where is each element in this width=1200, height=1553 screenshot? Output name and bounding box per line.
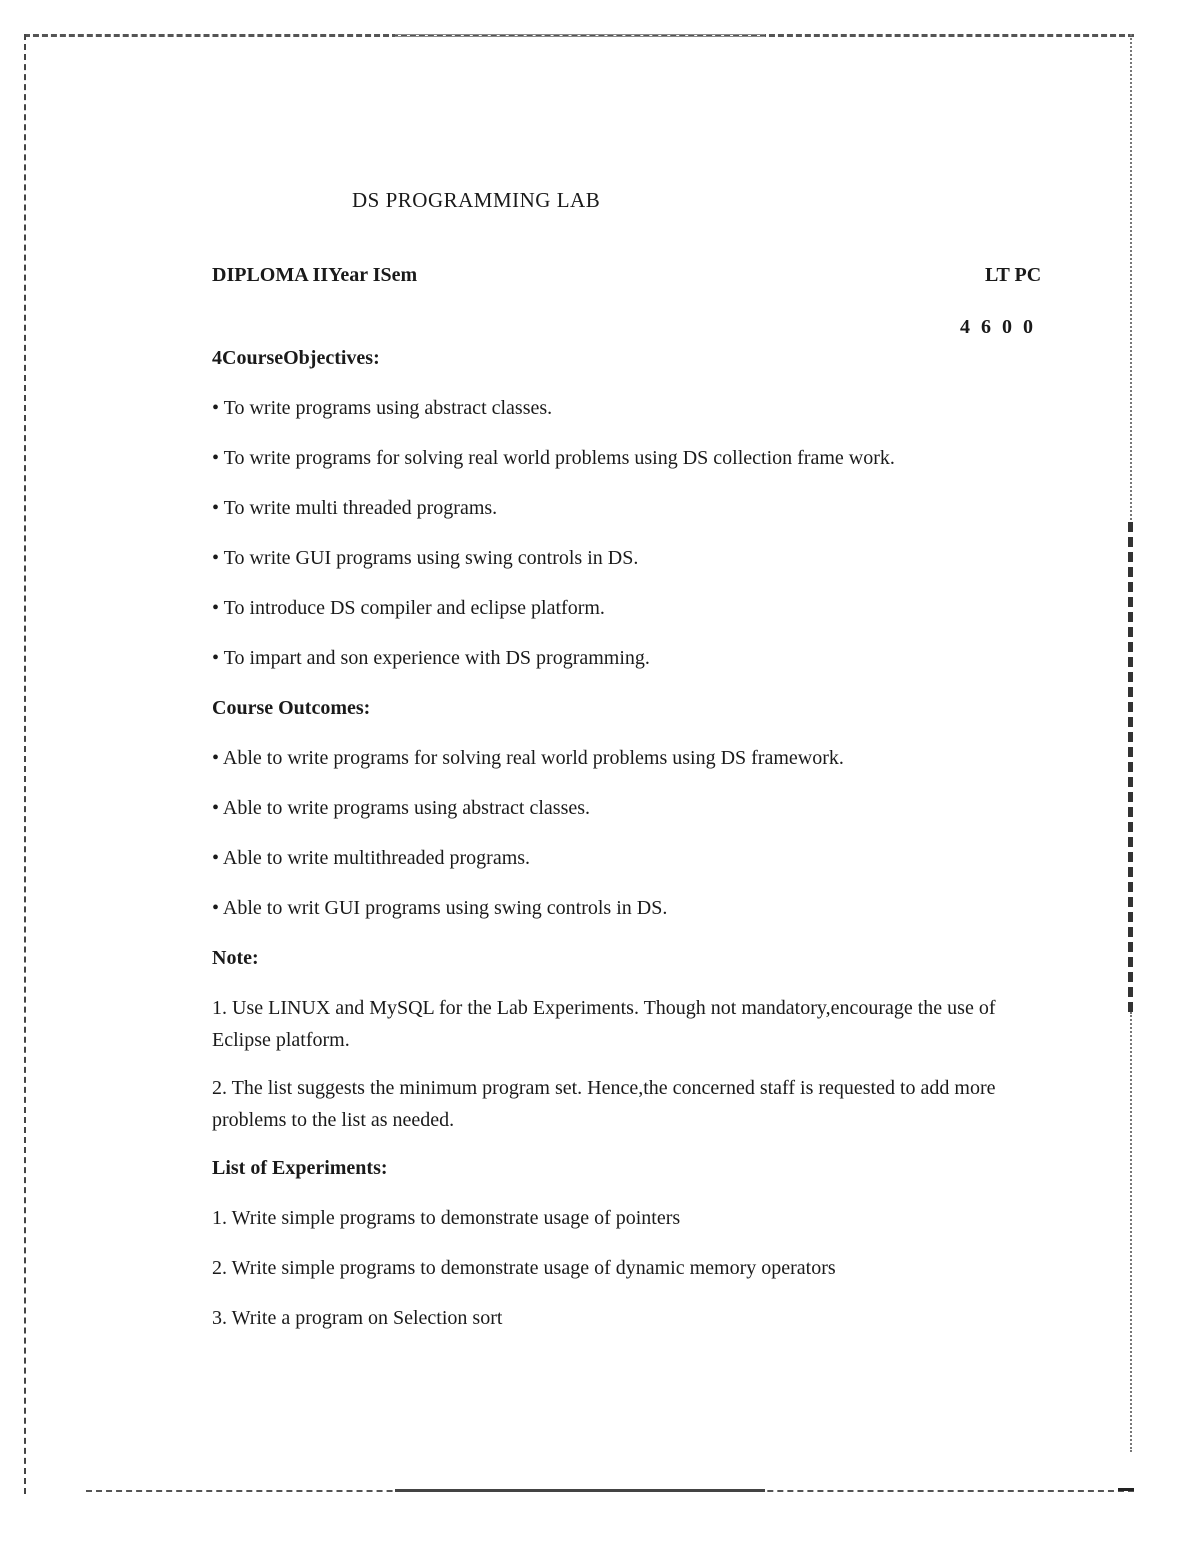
note-heading: Note:	[212, 947, 259, 969]
experiment-item: 1. Write simple programs to demonstrate usage of pointers	[212, 1207, 681, 1229]
experiment-item: 2. Write simple programs to demonstrate usage of dynamic memory operators	[212, 1257, 836, 1279]
objective-item: • To write programs using abstract classes.	[212, 397, 553, 419]
document-title: DS PROGRAMMING LAB	[352, 188, 601, 212]
outcome-item: • Able to writ GUI programs using swing controls in DS.	[212, 897, 668, 919]
experiment-item: 3. Write a program on Selection sort	[212, 1307, 503, 1329]
page-border-left	[24, 34, 26, 1494]
ltpc-label: LT PC	[985, 264, 1042, 286]
page-border-right-middle	[1128, 522, 1133, 1012]
objectives-heading: 4CourseObjectives:	[212, 347, 380, 369]
outcome-item: • Able to write programs using abstract classes.	[212, 797, 591, 819]
outcome-item: • Able to write programs for solving real world problems using DS framework.	[212, 747, 844, 769]
page-border-corner-mark	[1118, 1488, 1134, 1491]
objective-item: • To write programs for solving real world problems using DS collection frame work.	[212, 447, 895, 469]
objective-item: • To introduce DS compiler and eclipse platform.	[212, 597, 605, 619]
course-line: DIPLOMA IIYear ISem	[212, 264, 418, 286]
page-border-right-lower	[1130, 1012, 1132, 1452]
note-item: 2. The list suggests the minimum program set. Hence,the concerned staff is requested to add more problems to the list as needed.	[212, 1077, 996, 1131]
objective-item: • To write multi threaded programs.	[212, 497, 498, 519]
page-border-top-accent	[395, 34, 765, 37]
note-item: 1. Use LINUX and MySQL for the Lab Experiments. Though not mandatory,encourage the use of Eclipse platform.	[212, 997, 996, 1051]
credits-values: 4 6 0 0	[960, 316, 1036, 338]
page-border-right-upper	[1130, 34, 1132, 524]
objective-item: • To impart and son experience with DS programming.	[212, 647, 650, 669]
page-border-bottom-accent	[395, 1489, 765, 1492]
outcome-item: • Able to write multithreaded programs.	[212, 847, 531, 869]
experiments-heading: List of Experiments:	[212, 1157, 388, 1179]
document-body	[212, 346, 1052, 1356]
objective-item: • To write GUI programs using swing controls in DS.	[212, 547, 639, 569]
outcomes-heading: Course Outcomes:	[212, 697, 371, 719]
